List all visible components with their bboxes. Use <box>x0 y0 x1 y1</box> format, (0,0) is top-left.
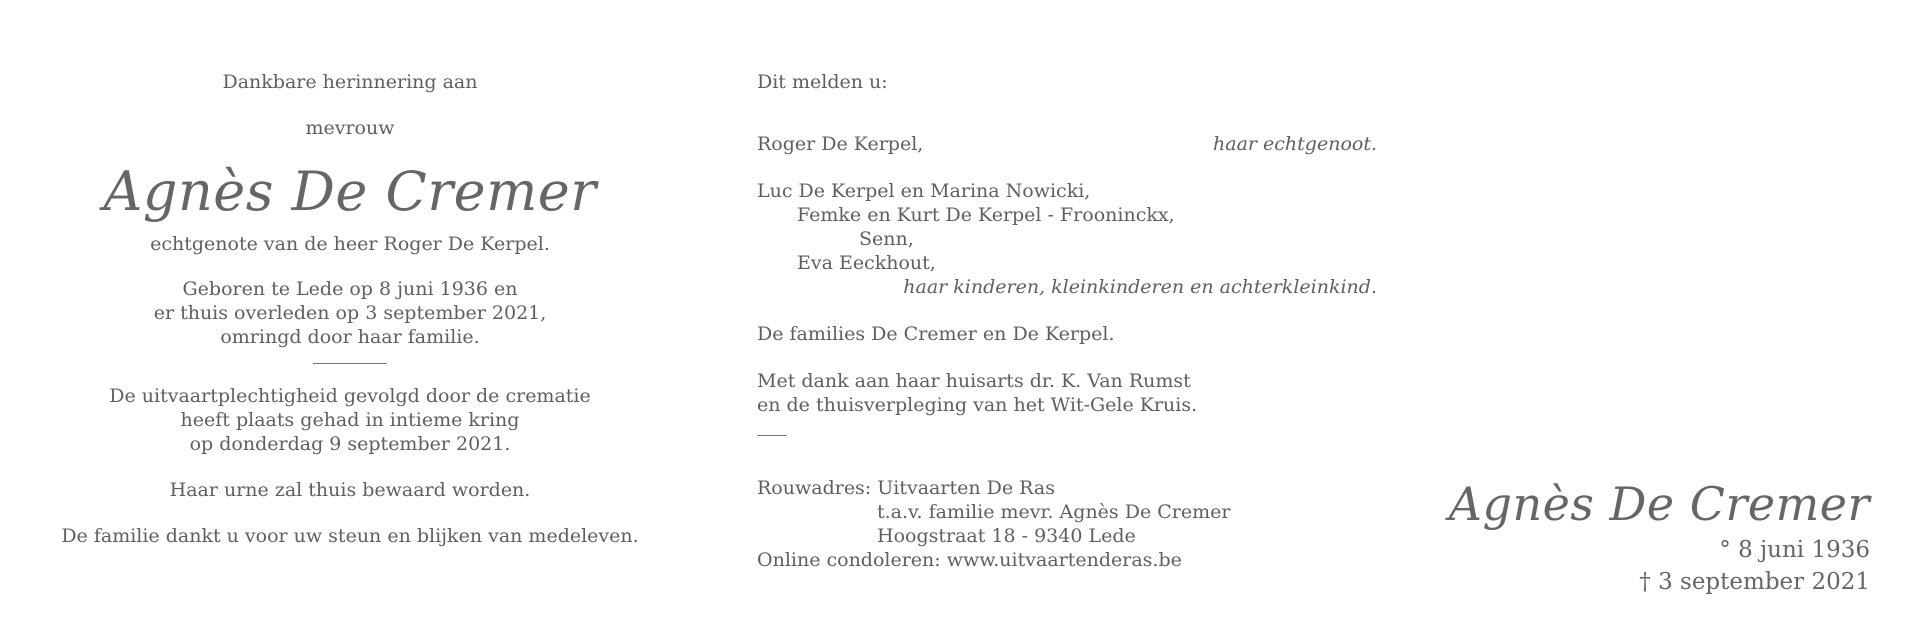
service-line-2: heeft plaats gehad in intieme kring <box>180 409 520 431</box>
born-line-2: er thuis overleden op 3 september 2021, <box>153 302 547 324</box>
birth-date: ° 8 juni 1936 <box>1719 537 1870 563</box>
family-line-4: Eva Eeckhout, <box>797 252 936 274</box>
family-role: haar kinderen, kleinkinderen en achterkleinkind. <box>903 276 1377 298</box>
service-line-3: op donderdag 9 september 2021. <box>189 433 511 455</box>
divider <box>313 363 387 364</box>
spouse-line: echtgenote van de heer Roger De Kerpel. <box>150 233 550 255</box>
thanks-line: De familie dankt u voor uw steun en blijken van medeleven. <box>61 525 639 547</box>
family-line-2: Femke en Kurt De Kerpel - Frooninckx, <box>797 204 1175 226</box>
deceased-name-small: Agnès De Cremer <box>1448 477 1870 531</box>
announce-text: Dit melden u: <box>757 71 888 93</box>
spouse-role: haar echtgenoot. <box>1213 133 1377 155</box>
deceased-name: Agnès De Cremer <box>103 160 597 223</box>
thanks-line-1: Met dank aan haar huisarts dr. K. Van Rumst <box>757 370 1191 392</box>
right-panel <box>1449 474 1870 598</box>
service-line-1: De uitvaartplechtigheid gevolgd door de crematie <box>109 385 591 407</box>
divider <box>757 435 787 436</box>
address-line-2: t.a.v. familie mevr. Agnès De Cremer <box>877 501 1231 523</box>
family-line-3: Senn, <box>859 228 914 250</box>
intro-text: Dankbare herinnering aan <box>222 71 478 93</box>
thanks-line-2: en de thuisverpleging van het Wit-Gele Kruis. <box>757 394 1198 416</box>
left-panel <box>40 70 660 548</box>
death-date: † 3 september 2021 <box>1639 569 1870 595</box>
families-line: De families De Cremer en De Kerpel. <box>757 323 1115 345</box>
spouse-name: Roger De Kerpel, <box>757 133 924 155</box>
urn-line: Haar urne zal thuis bewaard worden. <box>169 479 531 501</box>
spouse-row <box>757 132 1377 156</box>
middle-panel <box>757 70 1377 572</box>
online-condolence: Online condoleren: www.uitvaartenderas.be <box>757 549 1182 571</box>
address-line-1: Rouwadres: Uitvaarten De Ras <box>757 477 1055 499</box>
family-role-row <box>757 275 1377 299</box>
title-text: mevrouw <box>305 117 395 139</box>
born-line-3: omringd door haar familie. <box>220 326 480 348</box>
family-line-1: Luc De Kerpel en Marina Nowicki, <box>757 180 1091 202</box>
address-line-3: Hoogstraat 18 - 9340 Lede <box>877 525 1136 547</box>
born-line-1: Geboren te Lede op 8 juni 1936 en <box>182 278 518 300</box>
